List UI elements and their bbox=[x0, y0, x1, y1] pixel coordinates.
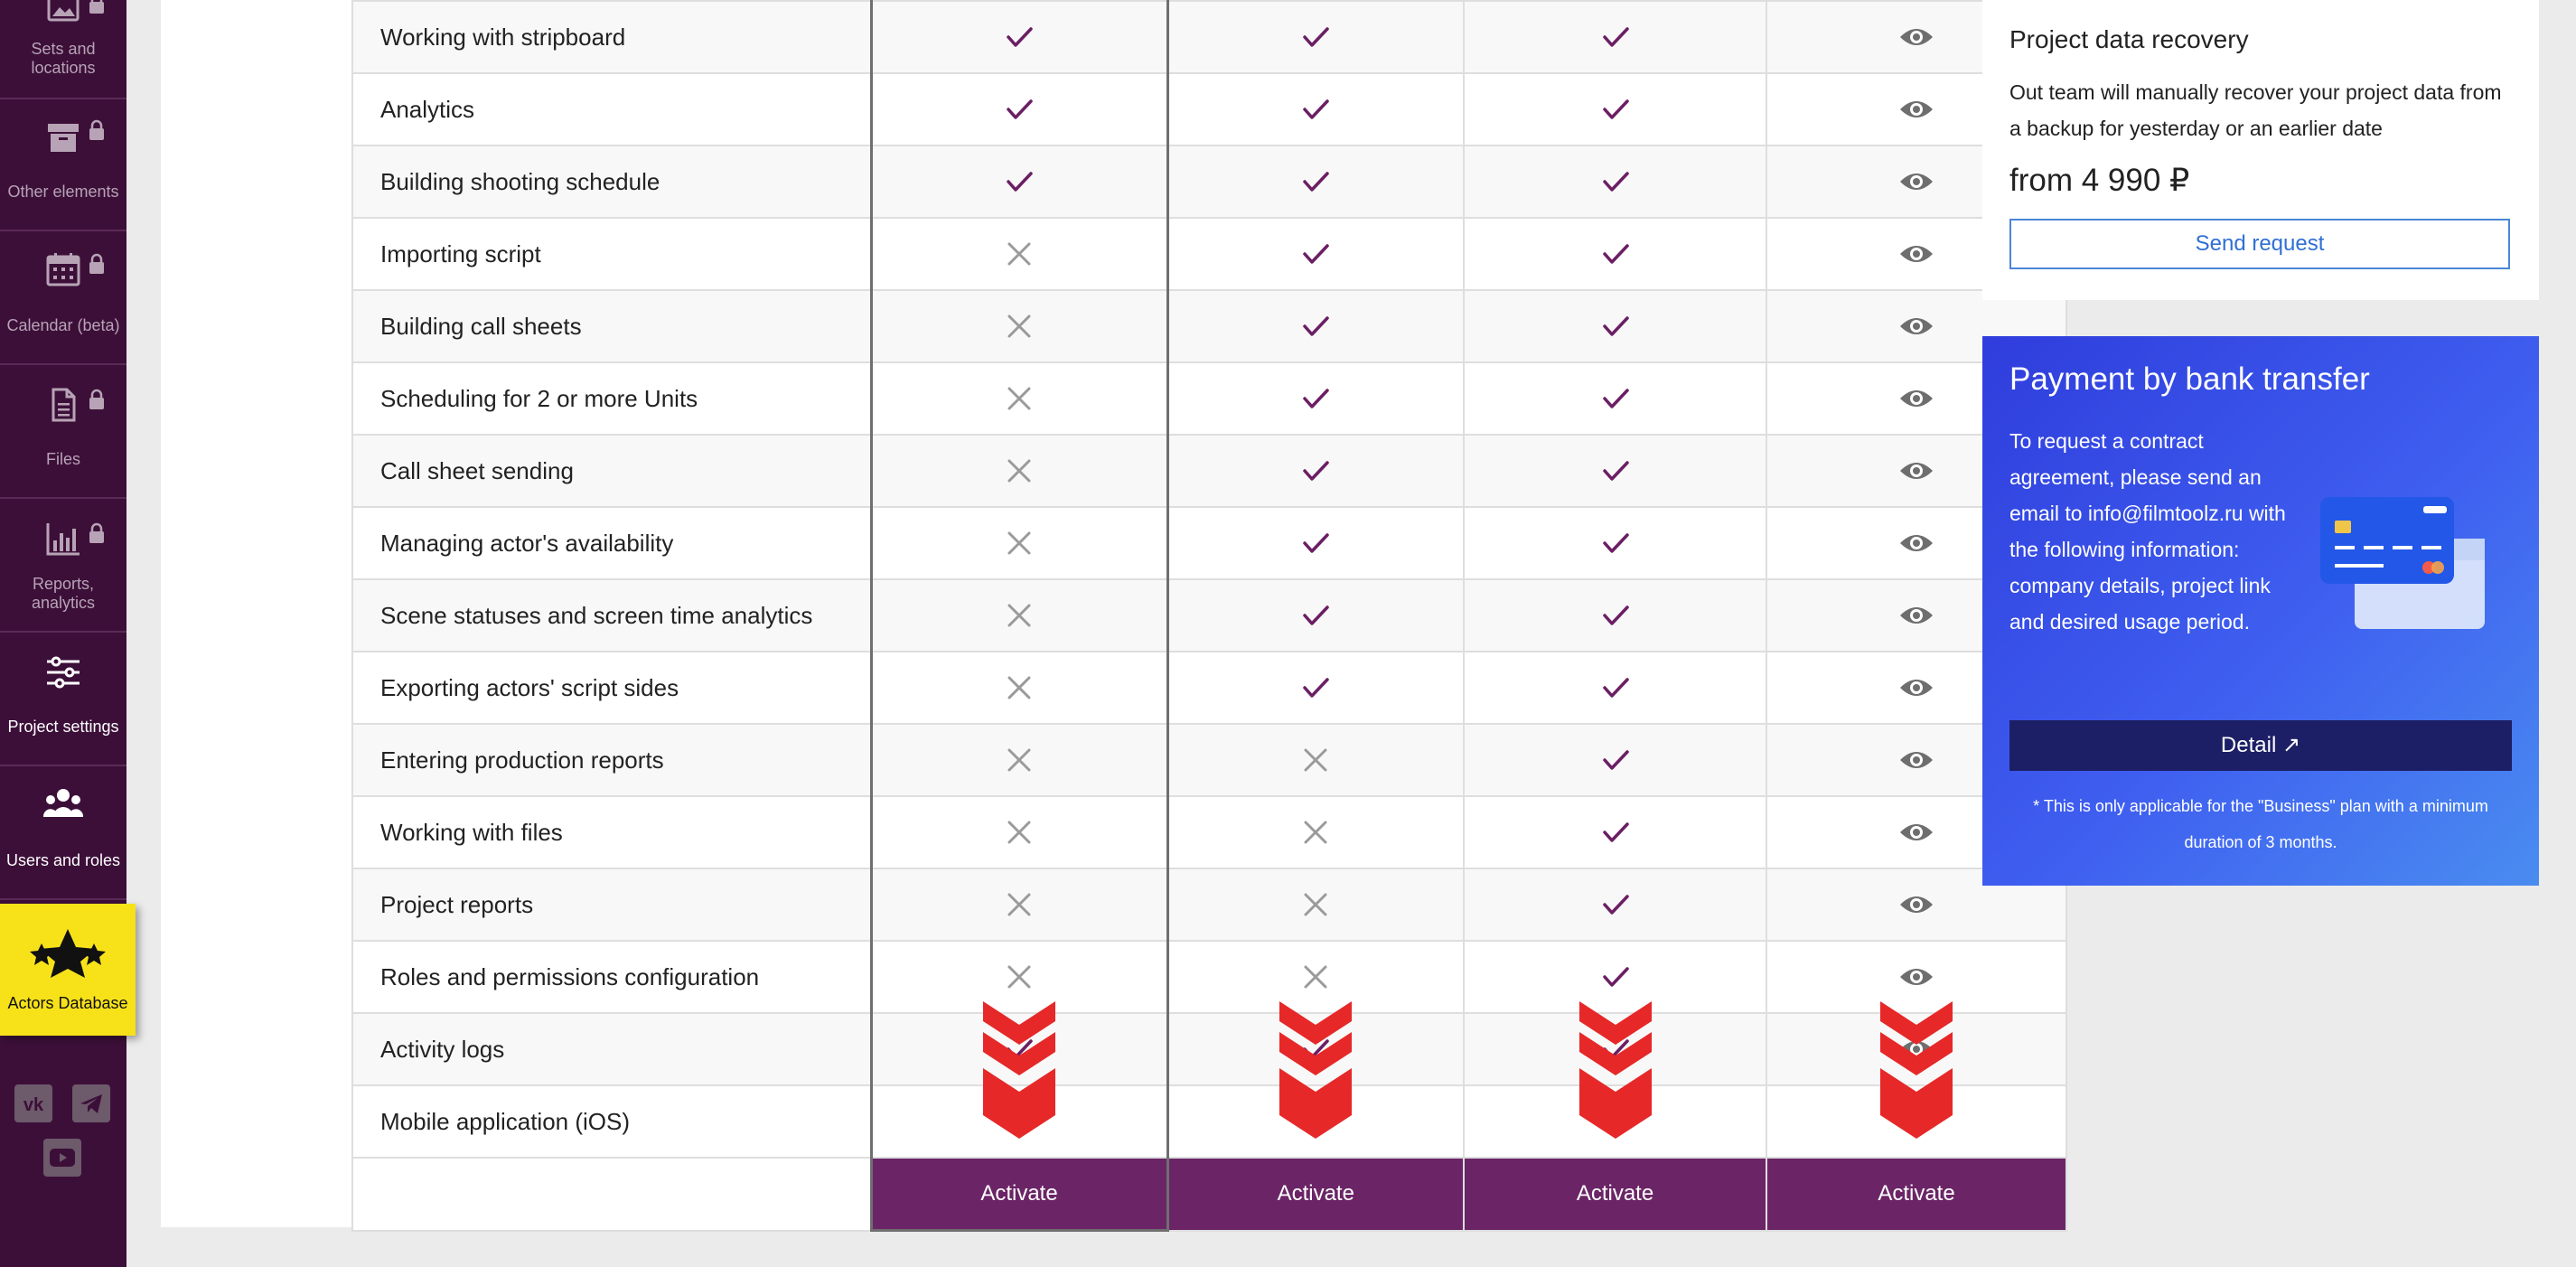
feature-cell bbox=[1464, 507, 1766, 579]
feature-row bbox=[352, 579, 2066, 652]
check-icon bbox=[1004, 166, 1035, 197]
lock-icon bbox=[89, 119, 105, 141]
eye-icon bbox=[1899, 22, 1934, 52]
feature-cell bbox=[1167, 868, 1464, 941]
sidebar-item-label: Other elements bbox=[7, 183, 119, 201]
eye-icon bbox=[1899, 383, 1934, 414]
eye-icon bbox=[1899, 745, 1934, 775]
stars-icon bbox=[29, 927, 107, 978]
check-icon bbox=[1600, 600, 1631, 631]
scroll-down-arrow-icon bbox=[1279, 1001, 1352, 1142]
feature-row bbox=[352, 724, 2066, 796]
feature-name: Call sheet sending bbox=[352, 435, 871, 507]
feature-cell bbox=[1464, 435, 1766, 507]
sliders-icon bbox=[45, 654, 81, 690]
feature-cell bbox=[871, 1013, 1167, 1085]
cross-icon bbox=[1004, 239, 1035, 269]
cross-icon bbox=[1004, 672, 1035, 703]
check-icon bbox=[1600, 962, 1631, 992]
bank-description: To request a contract agreement, please send an email to info@filmtoolz.ru with the following information: company details, project link and desired usage period. bbox=[2009, 429, 2286, 634]
lock-icon bbox=[89, 0, 105, 14]
check-icon bbox=[1004, 22, 1035, 52]
feature-name: Mobile application (iOS) bbox=[352, 1085, 871, 1158]
recovery-description: Out team will manually recover your project data from a backup for yesterday or an earlier date bbox=[2009, 80, 2502, 140]
feature-row bbox=[352, 1, 2066, 73]
recovery-title: Project data recovery bbox=[2009, 25, 2249, 53]
feature-cell bbox=[1167, 218, 1464, 290]
sidebar-item-label: Sets and locations bbox=[31, 40, 96, 77]
feature-cell bbox=[1464, 1, 1766, 73]
check-icon bbox=[1600, 311, 1631, 342]
image-icon bbox=[45, 0, 81, 27]
detail-button[interactable]: Detail ↗ bbox=[2009, 720, 2512, 771]
sidebar-item-reports[interactable] bbox=[0, 501, 126, 633]
feature-cell bbox=[1464, 868, 1766, 941]
lock-icon bbox=[89, 253, 105, 275]
sidebar-item-project-settings[interactable] bbox=[0, 634, 126, 766]
check-icon bbox=[1600, 817, 1631, 848]
feature-row bbox=[352, 868, 2066, 941]
feature-cell bbox=[1167, 1, 1464, 73]
data-recovery-card bbox=[1982, 0, 2539, 300]
feature-name: Managing actor's availability bbox=[352, 507, 871, 579]
feature-cell bbox=[1464, 796, 1766, 868]
cross-icon bbox=[1300, 745, 1331, 775]
feature-name: Scene statuses and screen time analytics bbox=[352, 579, 871, 652]
bank-transfer-card bbox=[1982, 336, 2539, 886]
feature-cell bbox=[871, 362, 1167, 435]
activate-button[interactable]: Activate bbox=[1167, 1158, 1464, 1231]
activate-button[interactable]: Activate bbox=[871, 1158, 1167, 1231]
sidebar-item-label: Project settings bbox=[7, 718, 119, 736]
bar-chart-icon bbox=[45, 521, 81, 557]
feature-row bbox=[352, 1013, 2066, 1085]
check-icon bbox=[1300, 311, 1331, 342]
users-icon bbox=[42, 786, 84, 822]
sidebar-item-label: Reports, analytics bbox=[31, 575, 96, 612]
send-request-button[interactable]: Send request bbox=[2009, 219, 2510, 269]
check-icon bbox=[1600, 383, 1631, 414]
cross-icon bbox=[1004, 383, 1035, 414]
eye-icon bbox=[1899, 94, 1934, 125]
sidebar-item-calendar[interactable] bbox=[0, 233, 126, 365]
check-icon bbox=[1300, 166, 1331, 197]
eye-icon bbox=[1899, 311, 1934, 342]
feature-cell bbox=[871, 218, 1167, 290]
feature-name: Analytics bbox=[352, 73, 871, 145]
check-icon bbox=[1300, 455, 1331, 486]
feature-cell bbox=[871, 435, 1167, 507]
check-icon bbox=[1600, 528, 1631, 558]
feature-name: Scheduling for 2 or more Units bbox=[352, 362, 871, 435]
check-icon bbox=[1004, 94, 1035, 125]
feature-cell bbox=[1464, 579, 1766, 652]
feature-cell bbox=[1464, 73, 1766, 145]
scroll-down-arrow-icon bbox=[1579, 1001, 1652, 1142]
calendar-icon bbox=[45, 251, 81, 287]
scroll-down-arrow-icon bbox=[1880, 1001, 1953, 1142]
check-icon bbox=[1600, 889, 1631, 920]
feature-cell bbox=[871, 652, 1167, 724]
feature-name: Building shooting schedule bbox=[352, 145, 871, 218]
feature-cell bbox=[871, 1, 1167, 73]
feature-name: Working with stripboard bbox=[352, 1, 871, 73]
feature-cell bbox=[1167, 724, 1464, 796]
recovery-price: from 4 990 ₽ bbox=[2009, 163, 2190, 198]
features-table bbox=[351, 0, 2067, 1232]
feature-cell bbox=[871, 868, 1167, 941]
feature-row bbox=[352, 941, 2066, 1013]
telegram-icon[interactable] bbox=[72, 1084, 110, 1122]
feature-name: Working with files bbox=[352, 796, 871, 868]
feature-cell bbox=[1464, 218, 1766, 290]
cross-icon bbox=[1004, 817, 1035, 848]
feature-cell bbox=[1167, 796, 1464, 868]
cross-icon bbox=[1004, 962, 1035, 992]
check-icon bbox=[1600, 94, 1631, 125]
feature-row bbox=[352, 1085, 2066, 1158]
feature-row bbox=[352, 435, 2066, 507]
feature-cell bbox=[1464, 1013, 1766, 1085]
feature-row bbox=[352, 73, 2066, 145]
feature-name: Exporting actors' script sides bbox=[352, 652, 871, 724]
feature-cell bbox=[1464, 145, 1766, 218]
sidebar-item-label: Files bbox=[45, 450, 80, 468]
feature-row bbox=[352, 145, 2066, 218]
bank-title: Payment by bank transfer bbox=[2009, 361, 2370, 397]
eye-icon bbox=[1899, 528, 1934, 558]
feature-name: Entering production reports bbox=[352, 724, 871, 796]
scroll-down-arrow-icon bbox=[983, 1001, 1055, 1142]
cross-icon bbox=[1004, 311, 1035, 342]
activate-row-spacer bbox=[352, 1158, 871, 1231]
bank-note: * This is only applicable for the "Business" plan with a minimum duration of 3 months. bbox=[2033, 797, 2488, 851]
feature-cell bbox=[1167, 1013, 1464, 1085]
credit-card-icon bbox=[2317, 490, 2488, 634]
feature-cell bbox=[1167, 579, 1464, 652]
check-icon bbox=[1600, 745, 1631, 775]
check-icon bbox=[1600, 166, 1631, 197]
feature-cell bbox=[1167, 507, 1464, 579]
youtube-icon[interactable] bbox=[43, 1139, 81, 1177]
cross-icon bbox=[1300, 962, 1331, 992]
cross-icon bbox=[1004, 455, 1035, 486]
eye-icon bbox=[1899, 817, 1934, 848]
feature-cell bbox=[1464, 724, 1766, 796]
cross-icon bbox=[1004, 745, 1035, 775]
vk-icon[interactable] bbox=[14, 1084, 52, 1122]
feature-cell bbox=[1167, 362, 1464, 435]
feature-row bbox=[352, 652, 2066, 724]
feature-name: Building call sheets bbox=[352, 290, 871, 362]
feature-cell bbox=[1766, 1013, 2066, 1085]
check-icon bbox=[1300, 528, 1331, 558]
cross-icon bbox=[1004, 600, 1035, 631]
check-icon bbox=[1300, 94, 1331, 125]
svg-text:vk: vk bbox=[23, 1095, 44, 1115]
check-icon bbox=[1600, 455, 1631, 486]
feature-cell bbox=[871, 145, 1167, 218]
eye-icon bbox=[1899, 455, 1934, 486]
feature-row bbox=[352, 796, 2066, 868]
feature-name: Project reports bbox=[352, 868, 871, 941]
file-icon bbox=[45, 387, 81, 423]
feature-name: Importing script bbox=[352, 218, 871, 290]
feature-cell bbox=[871, 579, 1167, 652]
activate-button[interactable]: Activate bbox=[1464, 1158, 1766, 1231]
cross-icon bbox=[1004, 889, 1035, 920]
check-icon bbox=[1300, 239, 1331, 269]
feature-cell bbox=[871, 507, 1167, 579]
eye-icon bbox=[1899, 600, 1934, 631]
cross-icon bbox=[1300, 817, 1331, 848]
check-icon bbox=[1300, 22, 1331, 52]
feature-row bbox=[352, 218, 2066, 290]
sidebar-item-other-elements[interactable] bbox=[0, 99, 126, 231]
feature-cell bbox=[1167, 145, 1464, 218]
feature-cell bbox=[871, 724, 1167, 796]
features-panel bbox=[161, 0, 1955, 1227]
eye-icon bbox=[1899, 166, 1934, 197]
eye-icon bbox=[1899, 962, 1934, 992]
check-icon bbox=[1600, 672, 1631, 703]
sidebar-item-label: Calendar (beta) bbox=[6, 316, 120, 334]
lock-icon bbox=[89, 389, 105, 410]
check-icon bbox=[1300, 383, 1331, 414]
feature-cell bbox=[1167, 435, 1464, 507]
actors-database-label: Actors Database bbox=[7, 994, 128, 1012]
sidebar-item-sets-locations[interactable] bbox=[0, 0, 126, 99]
cross-icon bbox=[1300, 889, 1331, 920]
sidebar-item-label: Users and roles bbox=[5, 851, 121, 869]
check-icon bbox=[1600, 239, 1631, 269]
feature-cell bbox=[871, 796, 1167, 868]
cross-icon bbox=[1004, 528, 1035, 558]
check-icon bbox=[1300, 672, 1331, 703]
feature-cell bbox=[1167, 73, 1464, 145]
feature-row bbox=[352, 507, 2066, 579]
eye-icon bbox=[1899, 889, 1934, 920]
feature-cell bbox=[1167, 652, 1464, 724]
sidebar-item-users-roles[interactable] bbox=[0, 768, 126, 900]
sidebar-item-files[interactable] bbox=[0, 367, 126, 499]
feature-row bbox=[352, 362, 2066, 435]
activate-row bbox=[352, 1158, 2066, 1231]
archive-box-icon bbox=[45, 119, 81, 155]
check-icon bbox=[1300, 600, 1331, 631]
actors-database-button[interactable] bbox=[0, 904, 136, 1036]
feature-row bbox=[352, 290, 2066, 362]
feature-cell bbox=[1464, 362, 1766, 435]
activate-button[interactable]: Activate bbox=[1766, 1158, 2066, 1231]
feature-name: Activity logs bbox=[352, 1013, 871, 1085]
feature-name: Roles and permissions configuration bbox=[352, 941, 871, 1013]
eye-icon bbox=[1899, 239, 1934, 269]
check-icon bbox=[1600, 22, 1631, 52]
feature-cell bbox=[871, 73, 1167, 145]
sidebar bbox=[0, 0, 126, 1267]
feature-cell bbox=[871, 290, 1167, 362]
eye-icon bbox=[1899, 672, 1934, 703]
feature-cell bbox=[1464, 652, 1766, 724]
feature-cell bbox=[1464, 290, 1766, 362]
lock-icon bbox=[89, 522, 105, 544]
feature-cell bbox=[1167, 290, 1464, 362]
